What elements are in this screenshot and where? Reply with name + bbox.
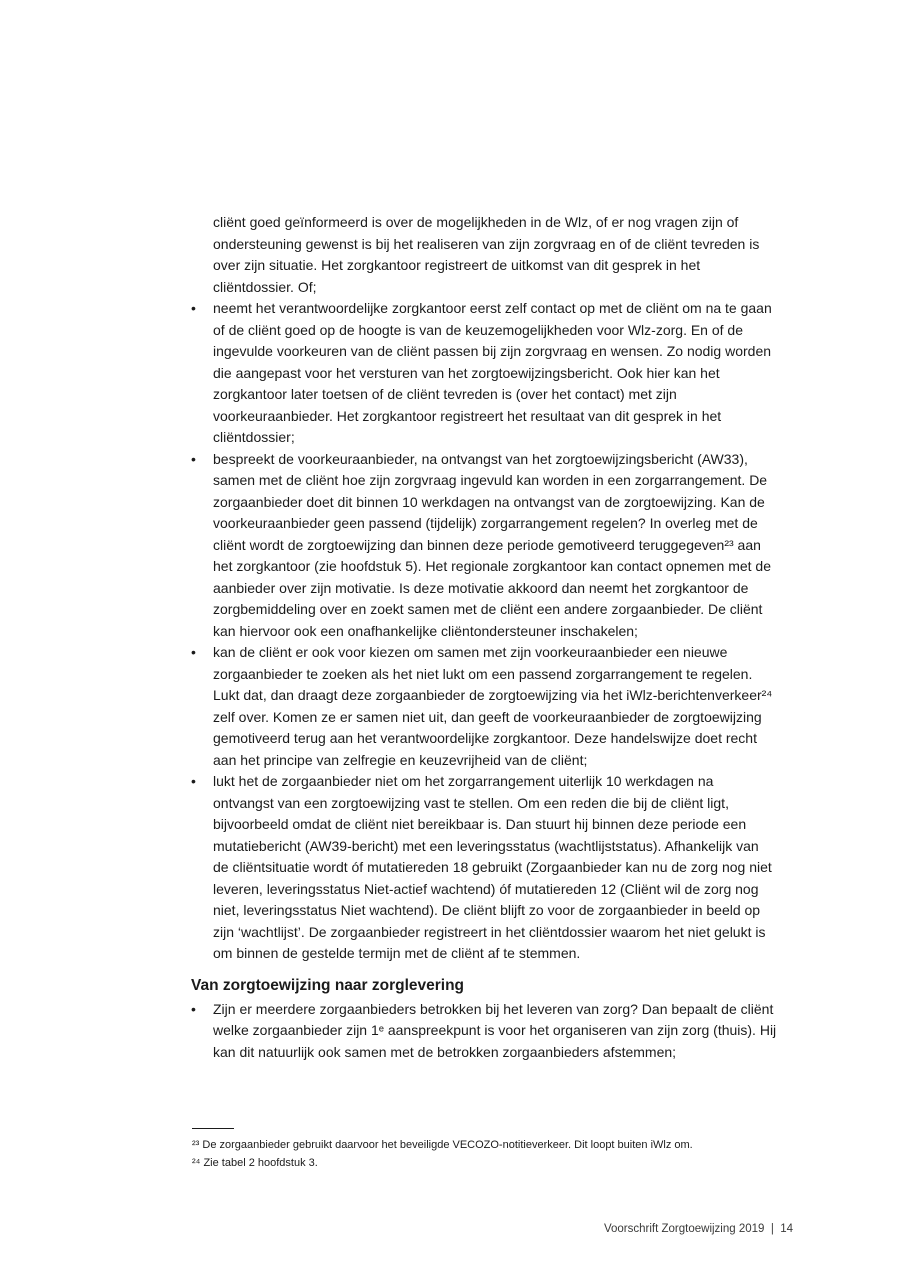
bullet-icon: • — [191, 450, 196, 467]
list-item — [191, 771, 777, 965]
bullet-text: neemt het verantwoordelijke zorgkantoor eerst zelf contact op met de cliënt om na te gaan of de cliënt goed op de hoogte is van de keuzemogelijkheden voor Wlz-zorg. En of de ingevulde voorkeuren van de cliënt passen bij zijn zorgvraag en wensen. Zo nodig worden die aangepast voor het versturen van het zorgtoewijzingsbericht. Ook hier kan het zorgkantoor later toetsen of de cliënt tevreden is (over het contact) met zijn voorkeuraanbieder. Het zorgkantoor registreert het resultaat van dit gesprek in het cliëntdossier; — [213, 300, 772, 445]
bullet-text: lukt het de zorgaanbieder niet om het zorgarrangement uiterlijk 10 werkdagen na ontvangst van een zorgtoewijzing vast te stellen. Om een reden die bij de cliënt ligt, bijvoorbeeld omdat de cliënt niet bereikbaar is. Dan stuurt hij binnen deze periode een mutatiebericht (AW39-bericht) met een leveringsstatus (wachtlijststatus). Afhankelijk van de cliëntsituatie wordt óf mutatiereden 18 gebruikt (Zorgaanbieder kan nu de zorg nog niet leveren, leveringsstatus Niet-actief wachtend) óf mutatiereden 12 (Cliënt wil de zorg nog niet, leveringsstatus Niet wachtend). De cliënt blijft zo voor de zorgaanbieder in beeld op zijn ‘wachtlijst’. De zorgaanbieder registreert in het cliëntdossier waarom het niet gelukt is om binnen de gestelde termijn met de cliënt af te stemmen. — [213, 773, 772, 961]
bullet-icon: • — [191, 644, 196, 660]
bullet-list — [191, 298, 777, 965]
section-heading: Van zorgtoewijzing naar zorglevering — [191, 976, 465, 994]
page-footer: Voorschrift Zorgtoewijzing 2019 | 14 — [603, 1223, 793, 1235]
footnote-separator — [192, 1128, 234, 1129]
list-item — [191, 999, 777, 1064]
bullet-icon: • — [191, 1000, 196, 1017]
bullet-icon: • — [191, 773, 196, 789]
bullet-text: bespreekt de voorkeuraanbieder, na ontvangst van het zorgtoewijzingsbericht (AW33), samen met de cliënt hoe zijn zorgvraag ingevuld kan worden in een zorgarrangement. De zorgaanbieder doet dit binnen 10 werkdagen na ontvangst van de zorgtoewijzing. Kan de voorkeuraanbieder geen passend (tijdelijk) zorgarrangement regelen? In overleg met de cliënt wordt de zorgtoewijzing dan binnen deze periode gemotiveerd teruggegeven²³ aan het zorgkantoor (zie hoofdstuk 5). Het regionale zorgkantoor kan contact opnemen met de aanbieder over zijn motivatie. Is deze motivatie akkoord dan neemt het zorgkantoor de zorgbemiddeling over en zoekt samen met de cliënt een andere zorgaanbieder. De cliënt kan hiervoor ook een onafhankelijke cliëntondersteuner inschakelen; — [213, 450, 771, 639]
bullet-text: Zijn er meerdere zorgaanbieders betrokken bij het leveren van zorg? Dan bepaalt de cliënt welke zorgaanbieder zijn 1ᵉ aanspreekpunt is voor het organiseren van zijn zorg (thuis). Hij kan dit natuurlijk ook samen met de betrokken zorgaanbieders afstemmen; — [213, 1000, 777, 1060]
bullet-text: kan de cliënt er ook voor kiezen om samen met zijn voorkeuraanbieder een nieuwe zorgaanbieder te zoeken als het niet lukt om een passend zorgarrangement te regelen. Lukt dat, dan draagt deze zorgaanbieder de zorgtoewijzing via het iWlz-berichtenverkeer²⁴ zelf over. Komen ze er samen niet uit, dan geeft de voorkeuraanbieder de zorgtoewijzing gemotiveerd terug aan het verantwoordelijke zorgkantoor. Deze handelswijze doet recht aan het principe van zelfregie en keuzevrijheid van de cliënt; — [213, 644, 773, 768]
footnote: ²³ De zorgaanbieder gebruikt daarvoor het beveiligde VECOZO-notitieverkeer. Dit loopt buiten iWlz om. — [192, 1139, 693, 1151]
bullet-list-second — [191, 999, 777, 1064]
page-body — [191, 212, 777, 1063]
list-item — [191, 642, 777, 771]
list-item — [191, 298, 777, 449]
intro-paragraph: cliënt goed geïnformeerd is over de mogelijkheden in de Wlz, of er nog vragen zijn of ondersteuning gewenst is bij het realiseren van zijn zorgvraag en of de cliënt tevreden is over zijn situatie. Het zorgkantoor registreert de uitkomst van dit gesprek in het cliëntdossier. Of; — [213, 214, 760, 295]
bullet-icon: • — [191, 300, 196, 316]
list-item — [191, 449, 777, 643]
footnote: ²⁴ Zie tabel 2 hoofdstuk 3. — [192, 1156, 318, 1169]
footnotes-block — [192, 1128, 752, 1172]
